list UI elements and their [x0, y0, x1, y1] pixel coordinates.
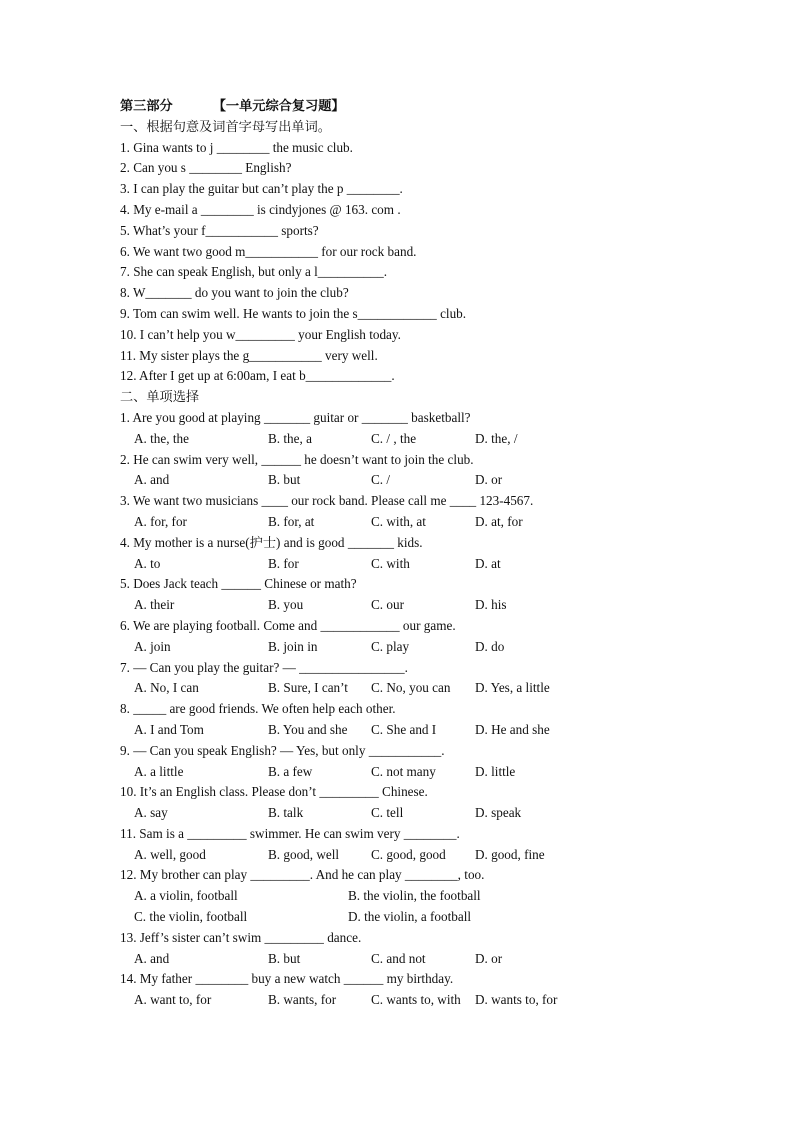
mc-question-stem: 13. Jeff’s sister can’t swim _________ dance.: [120, 929, 362, 945]
fill-blank-question: 3. I can play the guitar but can’t play the p ________.: [120, 181, 403, 197]
mc-question-stem: 1. Are you good at playing _______ guitar or _______ basketball?: [120, 409, 471, 425]
mc-options-row: [120, 554, 640, 575]
mc-option: B. but: [268, 950, 301, 966]
mc-option: C. tell: [371, 805, 404, 821]
mc-question-stem: 2. He can swim very well, ______ he doesn’t want to join the club.: [120, 451, 474, 467]
mc-option: A. their: [134, 597, 175, 613]
mc-option: D. the violin, a football: [348, 909, 472, 925]
mc-option: A. well, good: [134, 846, 206, 862]
mc-options-row: [120, 678, 640, 699]
mc-question-stem: 5. Does Jack teach ______ Chinese or math?: [120, 576, 357, 592]
mc-option: B. join in: [268, 638, 318, 654]
mc-option: D. the, /: [475, 430, 518, 446]
mc-option: A. for, for: [134, 513, 187, 529]
mc-option: C. the violin, football: [134, 909, 248, 925]
fill-blank-question: 10. I can’t help you w_________ your English today.: [120, 326, 401, 342]
fill-blank-question: 5. What’s your f___________ sports?: [120, 222, 319, 238]
mc-option: D. his: [475, 597, 507, 613]
mc-option: C. good, good: [371, 846, 446, 862]
mc-option: A. want to, for: [134, 992, 212, 1008]
fill-blank-question: 9. Tom can swim well. He wants to join the s____________ club.: [120, 305, 467, 321]
mc-option: D. or: [475, 950, 503, 966]
mc-option: B. you: [268, 597, 304, 613]
section-2-heading: 二、单项选择: [120, 389, 200, 405]
mc-option: A. No, I can: [134, 680, 199, 696]
mc-option: A. the, the: [134, 430, 189, 446]
mc-option: D. speak: [475, 805, 522, 821]
document-content: [120, 96, 640, 1011]
mc-options-row: [120, 720, 640, 741]
mc-option: C. No, you can: [371, 680, 451, 696]
mc-option: A. a violin, football: [134, 888, 238, 904]
mc-option: A. and: [134, 472, 170, 488]
mc-option: C. / , the: [371, 430, 417, 446]
mc-option: C. play: [371, 638, 410, 654]
mc-option: D. do: [475, 638, 505, 654]
part-label: 第三部分: [120, 98, 173, 113]
fill-blank-question: 8. W_______ do you want to join the club?: [120, 285, 349, 301]
mc-options-row: [120, 470, 640, 491]
mc-question-stem: 3. We want two musicians ____ our rock band. Please call me ____ 123-4567.: [120, 493, 534, 509]
mc-option: A. say: [134, 805, 168, 821]
mc-option: C. /: [371, 472, 391, 488]
mc-option: B. wants, for: [268, 992, 337, 1008]
mc-question-stem: 14. My father ________ buy a new watch ______ my birthday.: [120, 971, 454, 987]
fill-blank-question: 4. My e-mail a ________ is cindyjones @ 163. com .: [120, 201, 401, 217]
mc-option: B. the violin, the football: [348, 888, 481, 904]
mc-question-stem: 7. — Can you play the guitar? — ________________.: [120, 659, 408, 675]
mc-options-row: [120, 637, 640, 658]
mc-options-row: [120, 990, 640, 1011]
mc-question-stem: 8. _____ are good friends. We often help each other.: [120, 701, 396, 717]
mc-options-row: [120, 762, 640, 783]
mc-question-stem: 10. It’s an English class. Please don’t _________ Chinese.: [120, 784, 428, 800]
mc-question-stem: 11. Sam is a _________ swimmer. He can swim very ________.: [120, 825, 460, 841]
mc-option: B. You and she: [268, 721, 348, 737]
mc-options-row: [120, 845, 640, 866]
mc-question-stem: 4. My mother is a nurse(护士) and is good _______ kids.: [120, 534, 423, 550]
mc-option: D. Yes, a little: [475, 680, 550, 696]
section-2-questions: [120, 408, 640, 1011]
mc-option: B. for, at: [268, 513, 315, 529]
mc-option: B. a few: [268, 763, 313, 779]
mc-option: D. at, for: [475, 513, 523, 529]
section-1-heading: 一、根据句意及词首字母写出单词。: [120, 118, 331, 134]
mc-option: C. with: [371, 555, 410, 571]
fill-blank-question: 6. We want two good m___________ for our rock band.: [120, 243, 417, 259]
fill-blank-question: 2. Can you s ________ English?: [120, 160, 292, 176]
mc-option: C. with, at: [371, 513, 426, 529]
fill-blank-question: 11. My sister plays the g___________ very well.: [120, 347, 378, 363]
mc-options-row: [120, 803, 640, 824]
mc-question-stem: 12. My brother can play _________. And he can play ________, too.: [120, 867, 485, 883]
mc-option: B. but: [268, 472, 301, 488]
mc-option: A. to: [134, 555, 161, 571]
mc-options-row: [120, 595, 640, 616]
mc-option: A. I and Tom: [134, 721, 204, 737]
mc-option: B. the, a: [268, 430, 312, 446]
mc-option: D. or: [475, 472, 503, 488]
mc-options-row: [120, 429, 640, 450]
mc-option: D. wants to, for: [475, 992, 558, 1008]
mc-option: D. good, fine: [475, 846, 545, 862]
mc-options-row: [120, 512, 640, 533]
mc-option: A. and: [134, 950, 170, 966]
fill-blank-question: 7. She can speak English, but only a l__________.: [120, 264, 388, 280]
mc-question-stem: 6. We are playing football. Come and ____________ our game.: [120, 617, 456, 633]
mc-question-stem: 9. — Can you speak English? — Yes, but only ___________.: [120, 742, 445, 758]
mc-option: B. good, well: [268, 846, 340, 862]
mc-option: B. talk: [268, 805, 304, 821]
mc-options-row: [120, 949, 640, 970]
mc-option: C. not many: [371, 763, 436, 779]
mc-option: C. and not: [371, 950, 426, 966]
mc-option: B. Sure, I can’t: [268, 680, 348, 696]
fill-blank-question: 1. Gina wants to j ________ the music club.: [120, 139, 353, 155]
mc-option: C. our: [371, 597, 404, 613]
mc-option: C. wants to, with: [371, 992, 461, 1008]
mc-option: C. She and I: [371, 721, 437, 737]
mc-option: D. He and she: [475, 721, 550, 737]
mc-option: B. for: [268, 555, 299, 571]
mc-option: D. little: [475, 763, 516, 779]
fill-blank-question: 12. After I get up at 6:00am, I eat b_____________.: [120, 368, 395, 384]
mc-option: D. at: [475, 555, 501, 571]
part-topic: 【一单元综合复习题】: [212, 98, 345, 113]
mc-options-row: [120, 886, 640, 907]
mc-option: A. join: [134, 638, 171, 654]
section-1-questions: [120, 138, 640, 388]
part-title: [120, 96, 640, 117]
mc-options-row: [120, 907, 640, 928]
mc-option: A. a little: [134, 763, 184, 779]
